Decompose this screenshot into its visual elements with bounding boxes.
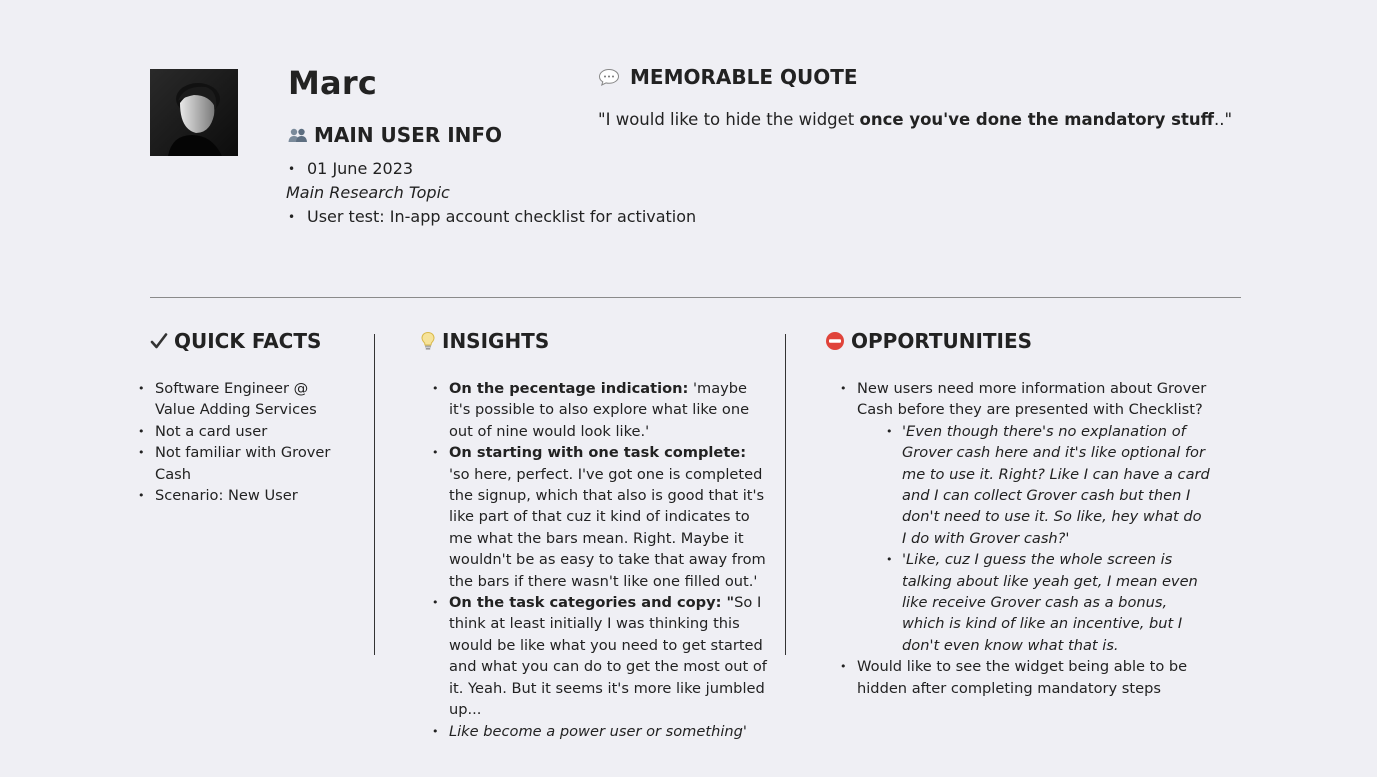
main-user-info-heading <box>288 123 502 147</box>
opportunity-quotes <box>886 421 1210 656</box>
list-item: • On the task categories and copy: "So I think at least initially I was thinking this would be like what you need to get started and what you can do to get the most out of it. Yeah. But it seems it's more like jumbled up... <box>432 592 770 720</box>
memorable-quote-heading <box>598 65 858 89</box>
list-item: • Would like to see the widget being able to be hidden after completing mandatory steps <box>840 656 1210 699</box>
section-divider <box>150 297 1241 298</box>
quote-highlight: once you've done the mandatory stuff <box>859 110 1215 129</box>
interview-date: 01 June 2023 <box>307 159 414 178</box>
memorable-quote: "I would like to hide the widget once you've done the mandatory stuff.." <box>598 110 1233 129</box>
list-item: • On the pecentage indication: 'maybe it's possible to also explore what like one out of nine would look like.' <box>432 378 770 442</box>
list-item: • Software Engineer @ Value Adding Services <box>138 378 348 421</box>
quote-item: • 'Even though there's no explanation of Grover cash here and it's like optional for me to use it. Right? Like I can have a card and I can collect Grover cash but then I don't need to use it. So like, hey what do I do with Grover cash?' <box>886 421 1210 549</box>
memorable-quote-title: MEMORABLE QUOTE <box>630 65 858 89</box>
main-user-info-list <box>286 157 696 229</box>
list-item: • Not familiar with Grover Cash <box>138 442 348 485</box>
list-item: • Not a card user <box>138 421 348 442</box>
insights-heading <box>420 329 549 353</box>
research-topic-label: Main Research Topic <box>286 183 450 202</box>
list-item: • On starting with one task complete: 'so here, perfect. I've got one is completed the signup, which that also is good that it's like part of that cuz it kind of indicates to me what the bars mean. Right. Maybe it wouldn't be as easy to take that away from the bars if there wasn't like one filled out.' <box>432 442 770 592</box>
list-item: • Scenario: New User <box>138 485 348 506</box>
user-name: Marc <box>288 64 377 102</box>
no-entry-icon <box>825 331 845 351</box>
opportunities-title: OPPORTUNITIES <box>851 329 1033 353</box>
column-divider <box>374 334 375 655</box>
main-user-info-title: MAIN USER INFO <box>314 123 503 147</box>
insights-title: INSIGHTS <box>442 329 550 353</box>
opportunities-heading <box>825 329 1032 353</box>
speech-bubble-icon <box>598 68 620 86</box>
list-item: • Like become a power user or something' <box>432 721 770 742</box>
profile-photo <box>150 69 238 156</box>
lightbulb-icon <box>420 331 436 351</box>
list-item: • 01 June 2023 <box>286 157 696 181</box>
column-divider <box>785 334 786 655</box>
quick-facts-title: QUICK FACTS <box>174 329 322 353</box>
research-topic-value: User test: In-app account checklist for activation <box>307 207 697 226</box>
quote-item: • 'Like, cuz I guess the whole screen is talking about like yeah get, I mean even like receive Grover cash as a bonus, which is kind of like an incentive, but I don't even know what that is. <box>886 549 1210 656</box>
insights-list <box>432 378 770 742</box>
checkmark-icon <box>150 332 168 350</box>
quick-facts-list <box>138 378 348 506</box>
opportunities-list <box>840 378 1210 699</box>
people-icon <box>288 127 308 143</box>
list-item: • New users need more information about Grover Cash before they are presented with Checklist? <box>840 378 1210 421</box>
quick-facts-heading <box>150 329 321 353</box>
list-item: • User test: In-app account checklist for activation <box>286 205 696 229</box>
